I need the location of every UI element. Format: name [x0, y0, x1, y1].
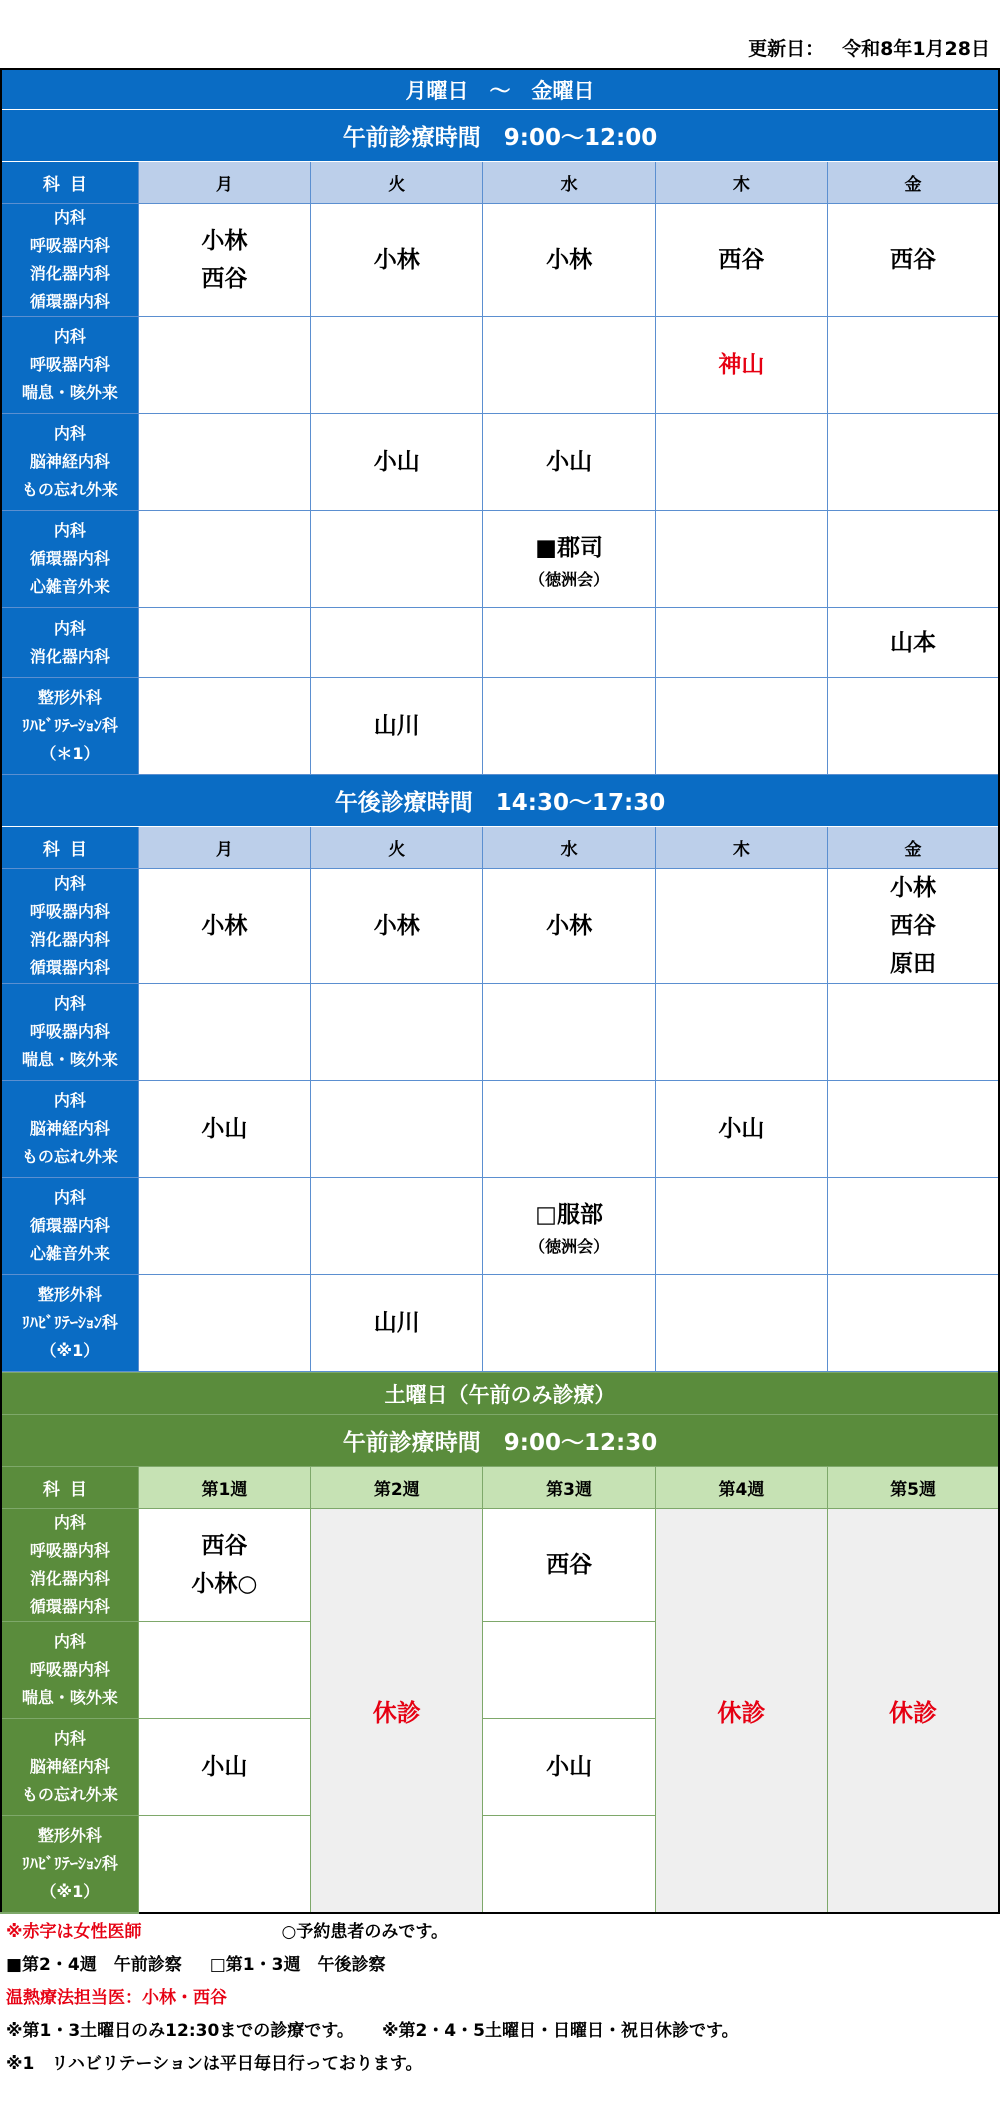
notes: [0, 1914, 1000, 2081]
subject-line: 心雑音外来: [29, 577, 110, 596]
doctor-name: 小林: [201, 913, 248, 939]
saturday-hours-note: ※第1・3土曜日のみ12:30までの診療です。: [6, 2020, 354, 2041]
subject-line: 呼吸器内科: [29, 902, 110, 921]
subject-line: 呼吸器内科: [29, 236, 110, 255]
day-header: 水: [483, 162, 655, 204]
doctor-name: 西谷: [890, 913, 937, 939]
schedule-cell: [655, 869, 827, 984]
week1-cell: [138, 1816, 310, 1913]
subject-line: 消化器内科: [29, 1569, 110, 1588]
subject-line: 内科: [53, 1632, 86, 1651]
schedule-cell: [483, 984, 655, 1081]
doctor-name: 小山: [201, 1116, 248, 1142]
subject-cell: [1, 204, 138, 317]
subject-cell: [1, 1178, 138, 1275]
weekday-pm-title: 午後診療時間 14:30～17:30: [1, 775, 999, 827]
schedule-cell: [828, 204, 999, 317]
doctor-affiliation: （徳洲会）: [529, 569, 610, 589]
schedule-cell: [655, 204, 827, 317]
schedule-cell: [828, 1275, 999, 1372]
schedule-row: [1, 984, 999, 1081]
schedule-cell: [828, 1178, 999, 1275]
subject-line: 整形外科: [37, 688, 102, 707]
female-doctor-note: ※赤字は女性医師: [6, 1921, 142, 1942]
day-header: 金: [828, 827, 999, 869]
week-header: 第1週: [138, 1467, 310, 1509]
schedule-cell: [138, 1178, 310, 1275]
schedule-cell: [828, 414, 999, 511]
schedule-row: [1, 678, 999, 775]
subject-line: 循環器内科: [29, 1216, 110, 1235]
update-date: [0, 0, 1000, 68]
closed-days-note: ※第2・4・5土曜日・日曜日・祝日休診です。: [381, 2020, 739, 2041]
schedule-cell: [655, 1275, 827, 1372]
schedule-cell: [483, 317, 655, 414]
schedule-cell: [138, 511, 310, 608]
note-line: [6, 2015, 1000, 2048]
schedule-cell: [483, 204, 655, 317]
subject-cell: [1, 1509, 138, 1622]
day-header: 金: [828, 162, 999, 204]
note-line: [6, 1949, 1000, 1982]
weekday-am-rows: [1, 204, 999, 775]
schedule-cell: [828, 984, 999, 1081]
doctor-name: 西谷: [718, 247, 765, 273]
subject-line: ﾘﾊﾋﾞﾘﾃｰｼｮﾝ科: [21, 716, 118, 735]
subject-line: 喘息・咳外来: [21, 1688, 118, 1707]
doctor-name: 山本: [890, 629, 937, 656]
subject-line: ﾘﾊﾋﾞﾘﾃｰｼｮﾝ科: [21, 1853, 118, 1873]
schedule-cell: [138, 1275, 310, 1372]
subject-cell: [1, 1081, 138, 1178]
am-day-header-row: [1, 162, 999, 204]
schedule-row: [1, 1275, 999, 1372]
subject-line: 整形外科: [37, 1285, 102, 1304]
thermotherapy-note: 温熱療法担当医：小林・西谷: [6, 1987, 227, 2008]
schedule-cell: [483, 511, 655, 608]
subject-cell: [1, 869, 138, 984]
doctor-name: 小山: [718, 1116, 765, 1142]
day-header: 火: [311, 827, 483, 869]
week3-cell: [483, 1509, 655, 1622]
subject-cell: [1, 984, 138, 1081]
schedule-cell: [483, 1275, 655, 1372]
saturday-title: 土曜日（午前のみ診療）: [1, 1373, 999, 1415]
schedule-row: [1, 511, 999, 608]
schedule-cell: [828, 1081, 999, 1178]
schedule-cell: [138, 204, 310, 317]
subject-line: もの忘れ外来: [21, 480, 118, 499]
week-am-note: ■第2・4週 午前診察: [6, 1954, 182, 1975]
doctor-name: 小山: [373, 449, 420, 475]
subject-cell: [1, 678, 138, 775]
subject-line: 内科: [53, 1188, 86, 1207]
subject-line: 循環器内科: [29, 549, 110, 568]
week3-cell: [483, 1816, 655, 1913]
weekday-am-title: 午前診療時間 9:00～12:00: [1, 110, 999, 162]
subject-line: （＊1）: [40, 744, 100, 763]
subject-header: 科目: [1, 1467, 138, 1509]
subject-line: 呼吸器内科: [29, 355, 110, 374]
subject-line: 循環器内科: [29, 292, 110, 311]
subject-line: 内科: [53, 521, 86, 540]
subject-line: 整形外科: [37, 1825, 102, 1845]
schedule-cell: [655, 511, 827, 608]
doctor-name: 山川: [373, 1310, 420, 1336]
schedule-row: [1, 204, 999, 317]
subject-line: 喘息・咳外来: [21, 1050, 118, 1069]
doctor-name: ■郡司: [535, 534, 603, 561]
subject-line: もの忘れ外来: [21, 1785, 118, 1804]
subject-line: 内科: [53, 424, 86, 443]
day-header: 水: [483, 827, 655, 869]
schedule-cell: [311, 204, 483, 317]
subject-line: 循環器内科: [29, 1597, 110, 1616]
subject-line: 循環器内科: [29, 958, 110, 977]
schedule-row: [1, 1178, 999, 1275]
subject-line: 喘息・咳外来: [21, 383, 118, 402]
week1-cell: [138, 1622, 310, 1719]
schedule-row: [1, 608, 999, 678]
schedule-cell: [828, 317, 999, 414]
schedule-row: [1, 869, 999, 984]
doctor-name: 西谷: [890, 247, 937, 273]
day-header: 月: [138, 162, 310, 204]
reservation-note: ○予約患者のみです。: [281, 1921, 449, 1942]
schedule-cell: [828, 608, 999, 678]
doctor-name: 小林: [201, 228, 248, 254]
subject-line: 呼吸器内科: [29, 1660, 110, 1679]
doctor-name: 小林: [546, 913, 593, 939]
day-header: 火: [311, 162, 483, 204]
doctor-name: 小林: [546, 247, 593, 273]
schedule-cell: [311, 678, 483, 775]
schedule-cell: [655, 984, 827, 1081]
schedule-cell: [311, 1178, 483, 1275]
doctor-name: 原田: [890, 951, 937, 977]
weekday-schedule-table: [0, 68, 1000, 1372]
week-header: 第3週: [483, 1467, 655, 1509]
subject-line: もの忘れ外来: [21, 1147, 118, 1166]
week1-cell: [138, 1719, 310, 1816]
schedule-cell: [138, 414, 310, 511]
schedule-cell: [311, 317, 483, 414]
doctor-name: 西谷: [201, 1533, 248, 1559]
doctor-name: 小林○: [191, 1571, 258, 1597]
subject-line: 内科: [53, 874, 86, 893]
schedule-cell: [311, 1081, 483, 1178]
subject-line: 内科: [53, 1729, 86, 1748]
week-header: 第5週: [828, 1467, 999, 1509]
schedule-cell: [483, 608, 655, 678]
day-header: 月: [138, 827, 310, 869]
schedule-cell: [311, 869, 483, 984]
schedule-cell: [655, 1178, 827, 1275]
subject-line: ﾘﾊﾋﾞﾘﾃｰｼｮﾝ科: [21, 1313, 118, 1332]
subject-line: 脳神経内科: [29, 452, 110, 471]
subject-line: 呼吸器内科: [29, 1541, 110, 1560]
week-header: 第4週: [655, 1467, 827, 1509]
subject-cell: [1, 608, 138, 678]
doctor-name: 西谷: [201, 266, 248, 292]
schedule-cell: [655, 1081, 827, 1178]
subject-cell: [1, 511, 138, 608]
week4-closed-cell: 休診: [655, 1509, 827, 1913]
schedule-row: [1, 414, 999, 511]
week-pm-note: □第1・3週 午後診察: [209, 1954, 386, 1975]
schedule-cell: [483, 869, 655, 984]
subject-line: 心雑音外来: [29, 1244, 110, 1263]
subject-line: 内科: [53, 327, 86, 346]
schedule-cell: [483, 1081, 655, 1178]
schedule-cell: [483, 414, 655, 511]
subject-header: 科目: [1, 162, 138, 204]
doctor-name: 小山: [546, 449, 593, 475]
subject-line: 内科: [53, 1091, 86, 1110]
day-header: 木: [655, 827, 827, 869]
schedule-cell: [828, 678, 999, 775]
week-header: 第2週: [311, 1467, 483, 1509]
schedule-cell: [828, 869, 999, 984]
week3-cell: [483, 1719, 655, 1816]
schedule-cell: [828, 511, 999, 608]
doctor-name: 西谷: [546, 1552, 593, 1578]
rehab-note: ※1 リハビリテーションは平日毎日行っております。: [6, 2053, 423, 2074]
subject-cell: [1, 317, 138, 414]
subject-cell: [1, 414, 138, 511]
doctor-name: 神山: [718, 352, 765, 378]
subject-line: 内科: [53, 208, 86, 227]
subject-line: 消化器内科: [29, 930, 110, 949]
subject-cell: [1, 1816, 138, 1913]
schedule-row: [1, 1081, 999, 1178]
saturday-rows: [1, 1509, 999, 1913]
subject-cell: [1, 1275, 138, 1372]
week1-cell: [138, 1509, 310, 1622]
subject-line: （※1）: [40, 1881, 100, 1901]
doctor-affiliation: （徳洲会）: [529, 1236, 610, 1256]
doctor-name: □服部: [535, 1201, 603, 1228]
schedule-cell: [138, 869, 310, 984]
subject-line: 消化器内科: [29, 264, 110, 283]
schedule-cell: [138, 1081, 310, 1178]
subject-cell: [1, 1622, 138, 1719]
subject-line: 内科: [53, 618, 86, 638]
schedule-cell: [138, 678, 310, 775]
doctor-name: 山川: [373, 713, 420, 739]
saturday-schedule-table: [0, 1372, 1000, 1914]
schedule-cell: [311, 984, 483, 1081]
saturday-row: [1, 1509, 999, 1622]
note-line: [6, 1916, 1000, 1949]
schedule-cell: [655, 678, 827, 775]
schedule-cell: [483, 1178, 655, 1275]
schedule-cell: [655, 608, 827, 678]
schedule-cell: [311, 608, 483, 678]
update-label: 更新日：: [748, 38, 825, 60]
doctor-name: 小山: [201, 1754, 248, 1780]
doctor-name: 小林: [373, 247, 420, 273]
subject-cell: [1, 1719, 138, 1816]
subject-header: 科目: [1, 827, 138, 869]
schedule-cell: [483, 678, 655, 775]
update-value: 令和8年1月28日: [842, 38, 990, 60]
doctor-name: 小林: [373, 913, 420, 939]
schedule-cell: [138, 608, 310, 678]
pm-day-header-row: [1, 827, 999, 869]
doctor-name: 小山: [546, 1754, 593, 1780]
subject-line: 消化器内科: [29, 646, 110, 666]
subject-line: 呼吸器内科: [29, 1022, 110, 1041]
subject-line: （※1）: [40, 1341, 100, 1360]
schedule-cell: [311, 1275, 483, 1372]
subject-line: 内科: [53, 1513, 86, 1532]
subject-line: 脳神経内科: [29, 1757, 110, 1776]
week3-cell: [483, 1622, 655, 1719]
day-header: 木: [655, 162, 827, 204]
schedule-cell: [138, 317, 310, 414]
week5-closed-cell: 休診: [828, 1509, 999, 1913]
subject-line: 脳神経内科: [29, 1119, 110, 1138]
weekday-pm-rows: [1, 869, 999, 1372]
schedule-cell: [138, 984, 310, 1081]
subject-line: 内科: [53, 994, 86, 1013]
doctor-name: 小林: [890, 875, 937, 901]
schedule-cell: [311, 511, 483, 608]
schedule-cell: [311, 414, 483, 511]
schedule-cell: [655, 414, 827, 511]
schedule-cell: [655, 317, 827, 414]
saturday-am-title: 午前診療時間 9:00～12:30: [1, 1415, 999, 1467]
schedule-row: [1, 317, 999, 414]
week-header-row: [1, 1467, 999, 1509]
week2-closed-cell: 休診: [311, 1509, 483, 1913]
weekday-title: 月曜日 ～ 金曜日: [1, 69, 999, 110]
